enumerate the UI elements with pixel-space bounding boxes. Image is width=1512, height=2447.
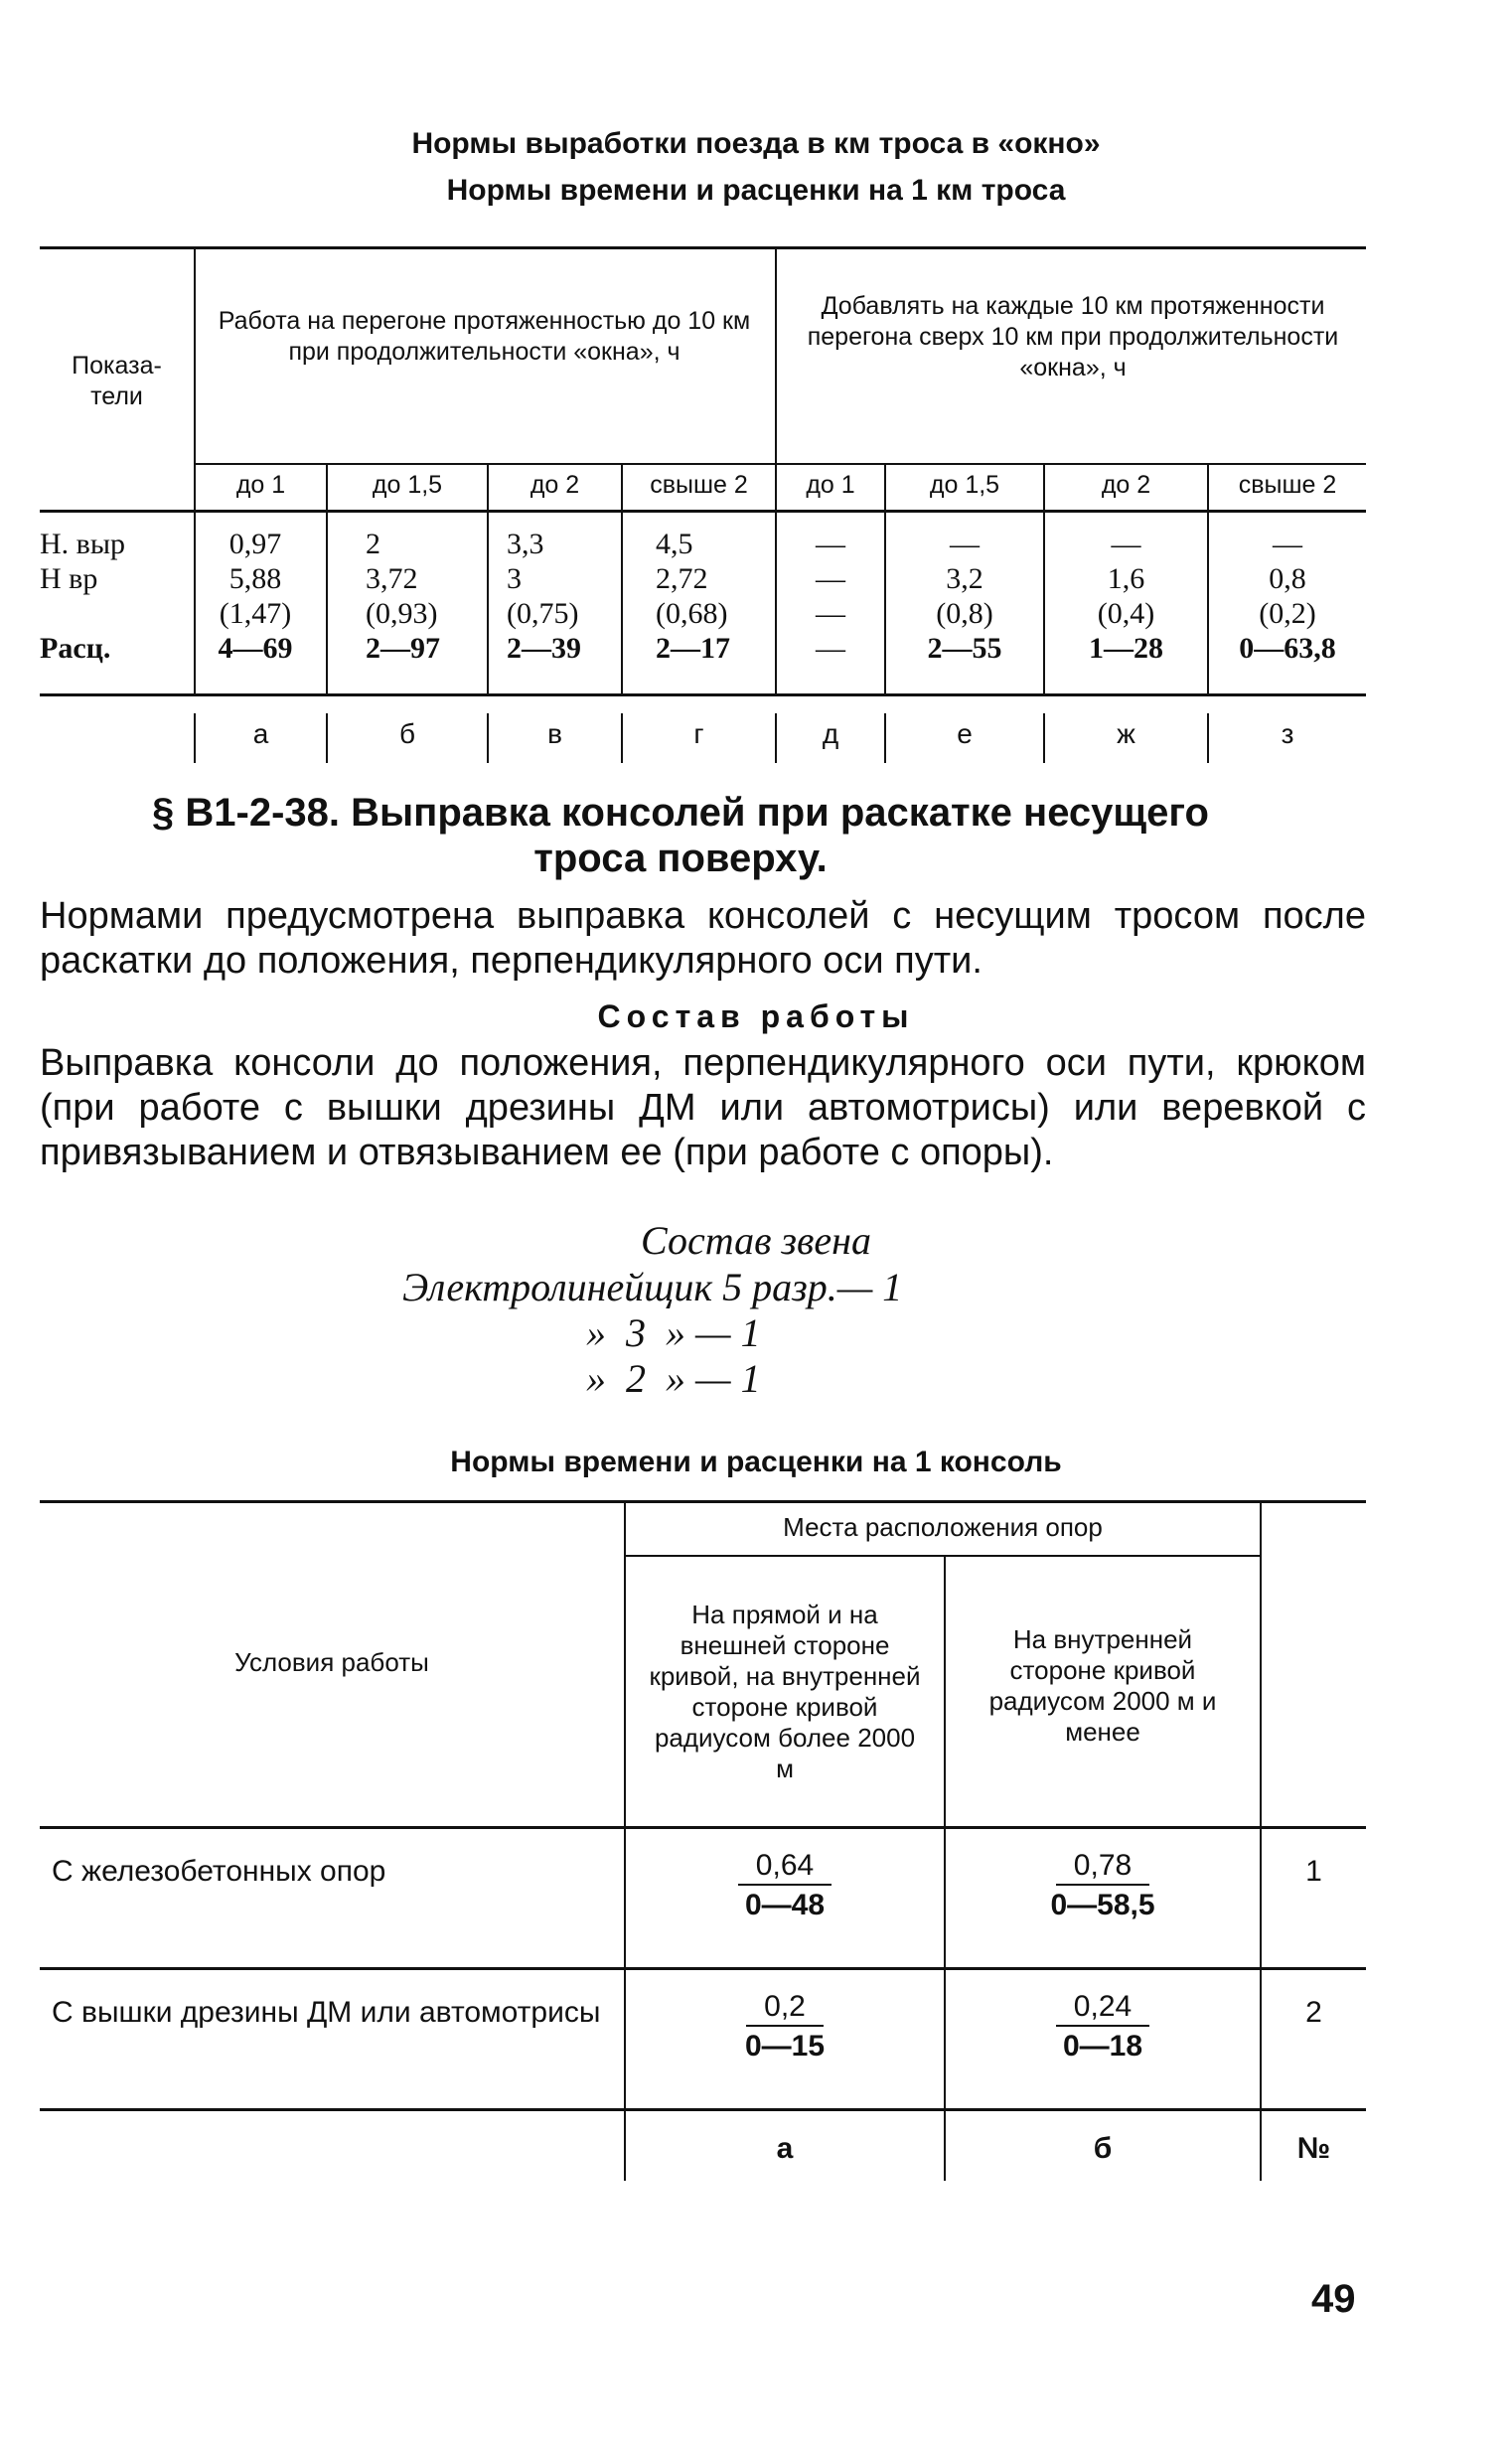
crew-line: Электролинейщик 5 разр.— 1 <box>402 1265 903 1309</box>
table-rule <box>40 246 1366 249</box>
header-inner-curve: На внутренней стороне кривой радиусом 2000 м и менее <box>988 1624 1217 1747</box>
header-indicators: Показа- тели <box>72 352 162 410</box>
data-column-b: 2 3,72 (0,93) 2—97 <box>366 528 440 665</box>
column-letter: б <box>398 718 416 749</box>
table-rule <box>40 510 1366 513</box>
header-conditions: Условия работы <box>234 1647 429 1677</box>
data-column-h: — 0,8 (0,2) 0—63,8 <box>1239 528 1336 665</box>
row-number: 2 <box>1305 1996 1322 2029</box>
row-condition: С вышки дрезины ДМ или автомотрисы <box>52 1996 601 2029</box>
table1-title-line1: Нормы выработки поезда в км троса в «окно» <box>411 127 1101 160</box>
crew-line: » 2 » — 1 <box>586 1356 761 1401</box>
number-column-label: № <box>1296 2132 1331 2165</box>
header-straight-or-outer: На прямой и на внешней стороне кривой, на внутренней стороне кривой радиусом более 2000 м <box>649 1600 921 1783</box>
header-work-group: Работа на перегоне протяженностью до 10 км при продолжительности «окна», ч <box>218 307 751 366</box>
crew-heading: Состав звена <box>640 1218 871 1263</box>
subheader: до 1,5 <box>929 471 1000 499</box>
column-letter: д <box>822 718 839 749</box>
row-label: Расц. <box>40 632 111 665</box>
table1-title-line2: Нормы времени и расценки на 1 км троса <box>446 174 1066 207</box>
subheader: до 2 <box>1101 471 1151 499</box>
work-description: Выправка консоли до положения, перпендикулярного оси пути, крюком (при работе с вышки дрезины ДМ или автомотрисы) или веревкой с привязыванием и отвязыванием ее (при работе с опоры). <box>40 1042 1366 1173</box>
column-letter: б <box>1093 2132 1113 2165</box>
table-rule <box>40 1500 1366 1503</box>
row-label: Н вр <box>40 562 98 595</box>
column-letter: е <box>957 718 973 749</box>
subheader: свыше 2 <box>1238 471 1337 499</box>
column-letter: з <box>1281 718 1294 749</box>
table-rule <box>40 693 1366 696</box>
subheader: до 2 <box>529 471 580 499</box>
norm-fraction: $\frac{0,78}{0—58,5}$ <box>1050 1849 1155 1921</box>
data-column-a: 0,97 5,88 (1,47) 4—69 <box>218 528 293 665</box>
crew-line: » 3 » — 1 <box>586 1310 761 1355</box>
table-rule <box>624 1500 626 2181</box>
subheader: свыше 2 <box>650 471 748 499</box>
subheader: до 1 <box>806 471 855 499</box>
table-rule <box>194 463 1366 465</box>
row-condition: С железобетонных опор <box>52 1855 386 1888</box>
column-letter: а <box>252 718 269 749</box>
table-rule <box>624 1555 1260 1557</box>
column-letter: ж <box>1117 718 1135 749</box>
table-rule <box>40 1826 1366 1829</box>
column-letter: в <box>547 718 562 749</box>
norm-fraction: $\frac{0,2}{0—15}$ <box>744 1990 826 2063</box>
table-rule <box>1260 1500 1262 2181</box>
subheader: до 1,5 <box>372 471 443 499</box>
header-support-locations: Места расположения опор <box>783 1512 1103 1542</box>
subheader: до 1 <box>235 471 286 499</box>
table-rule <box>40 1967 1366 1970</box>
table2-title: Нормы времени и расценки на 1 консоль <box>450 1446 1062 1478</box>
data-column-g: — 1,6 (0,4) 1—28 <box>1089 528 1163 665</box>
work-heading: Состав работы <box>597 998 915 1034</box>
section-title: § В1-2-38. Выправка консолей при раскатке несущего троса поверху. <box>152 791 1209 880</box>
row-number: 1 <box>1305 1855 1322 1888</box>
table-rule <box>40 2108 1366 2111</box>
norm-fraction: $\frac{0,64}{0—48}$ <box>626 1848 944 1925</box>
norm-fraction: $\frac{0,24}{0—18}$ <box>946 1989 1260 2066</box>
column-letter: а <box>776 2132 794 2165</box>
data-column-e: — — — — <box>816 528 845 665</box>
row-label: Н. выр <box>40 528 125 560</box>
data-column-c: 3,3 3 (0,75) 2—39 <box>507 528 581 665</box>
page-number: 49 <box>1311 2277 1356 2321</box>
column-letter: г <box>693 718 704 749</box>
data-column-d: 4,5 2,72 (0,68) 2—17 <box>656 528 730 665</box>
section-intro: Нормами предусмотрена выправка консолей с несущим тросом после раскатки до положения, перпендикулярного оси пути. <box>40 895 1366 982</box>
norms-table-2 <box>40 1500 1366 2186</box>
data-column-f: — 3,2 (0,8) 2—55 <box>927 528 1002 665</box>
header-add-group: Добавлять на каждые 10 км протяженности перегона сверх 10 км при продолжительности «окна», ч <box>807 292 1339 382</box>
